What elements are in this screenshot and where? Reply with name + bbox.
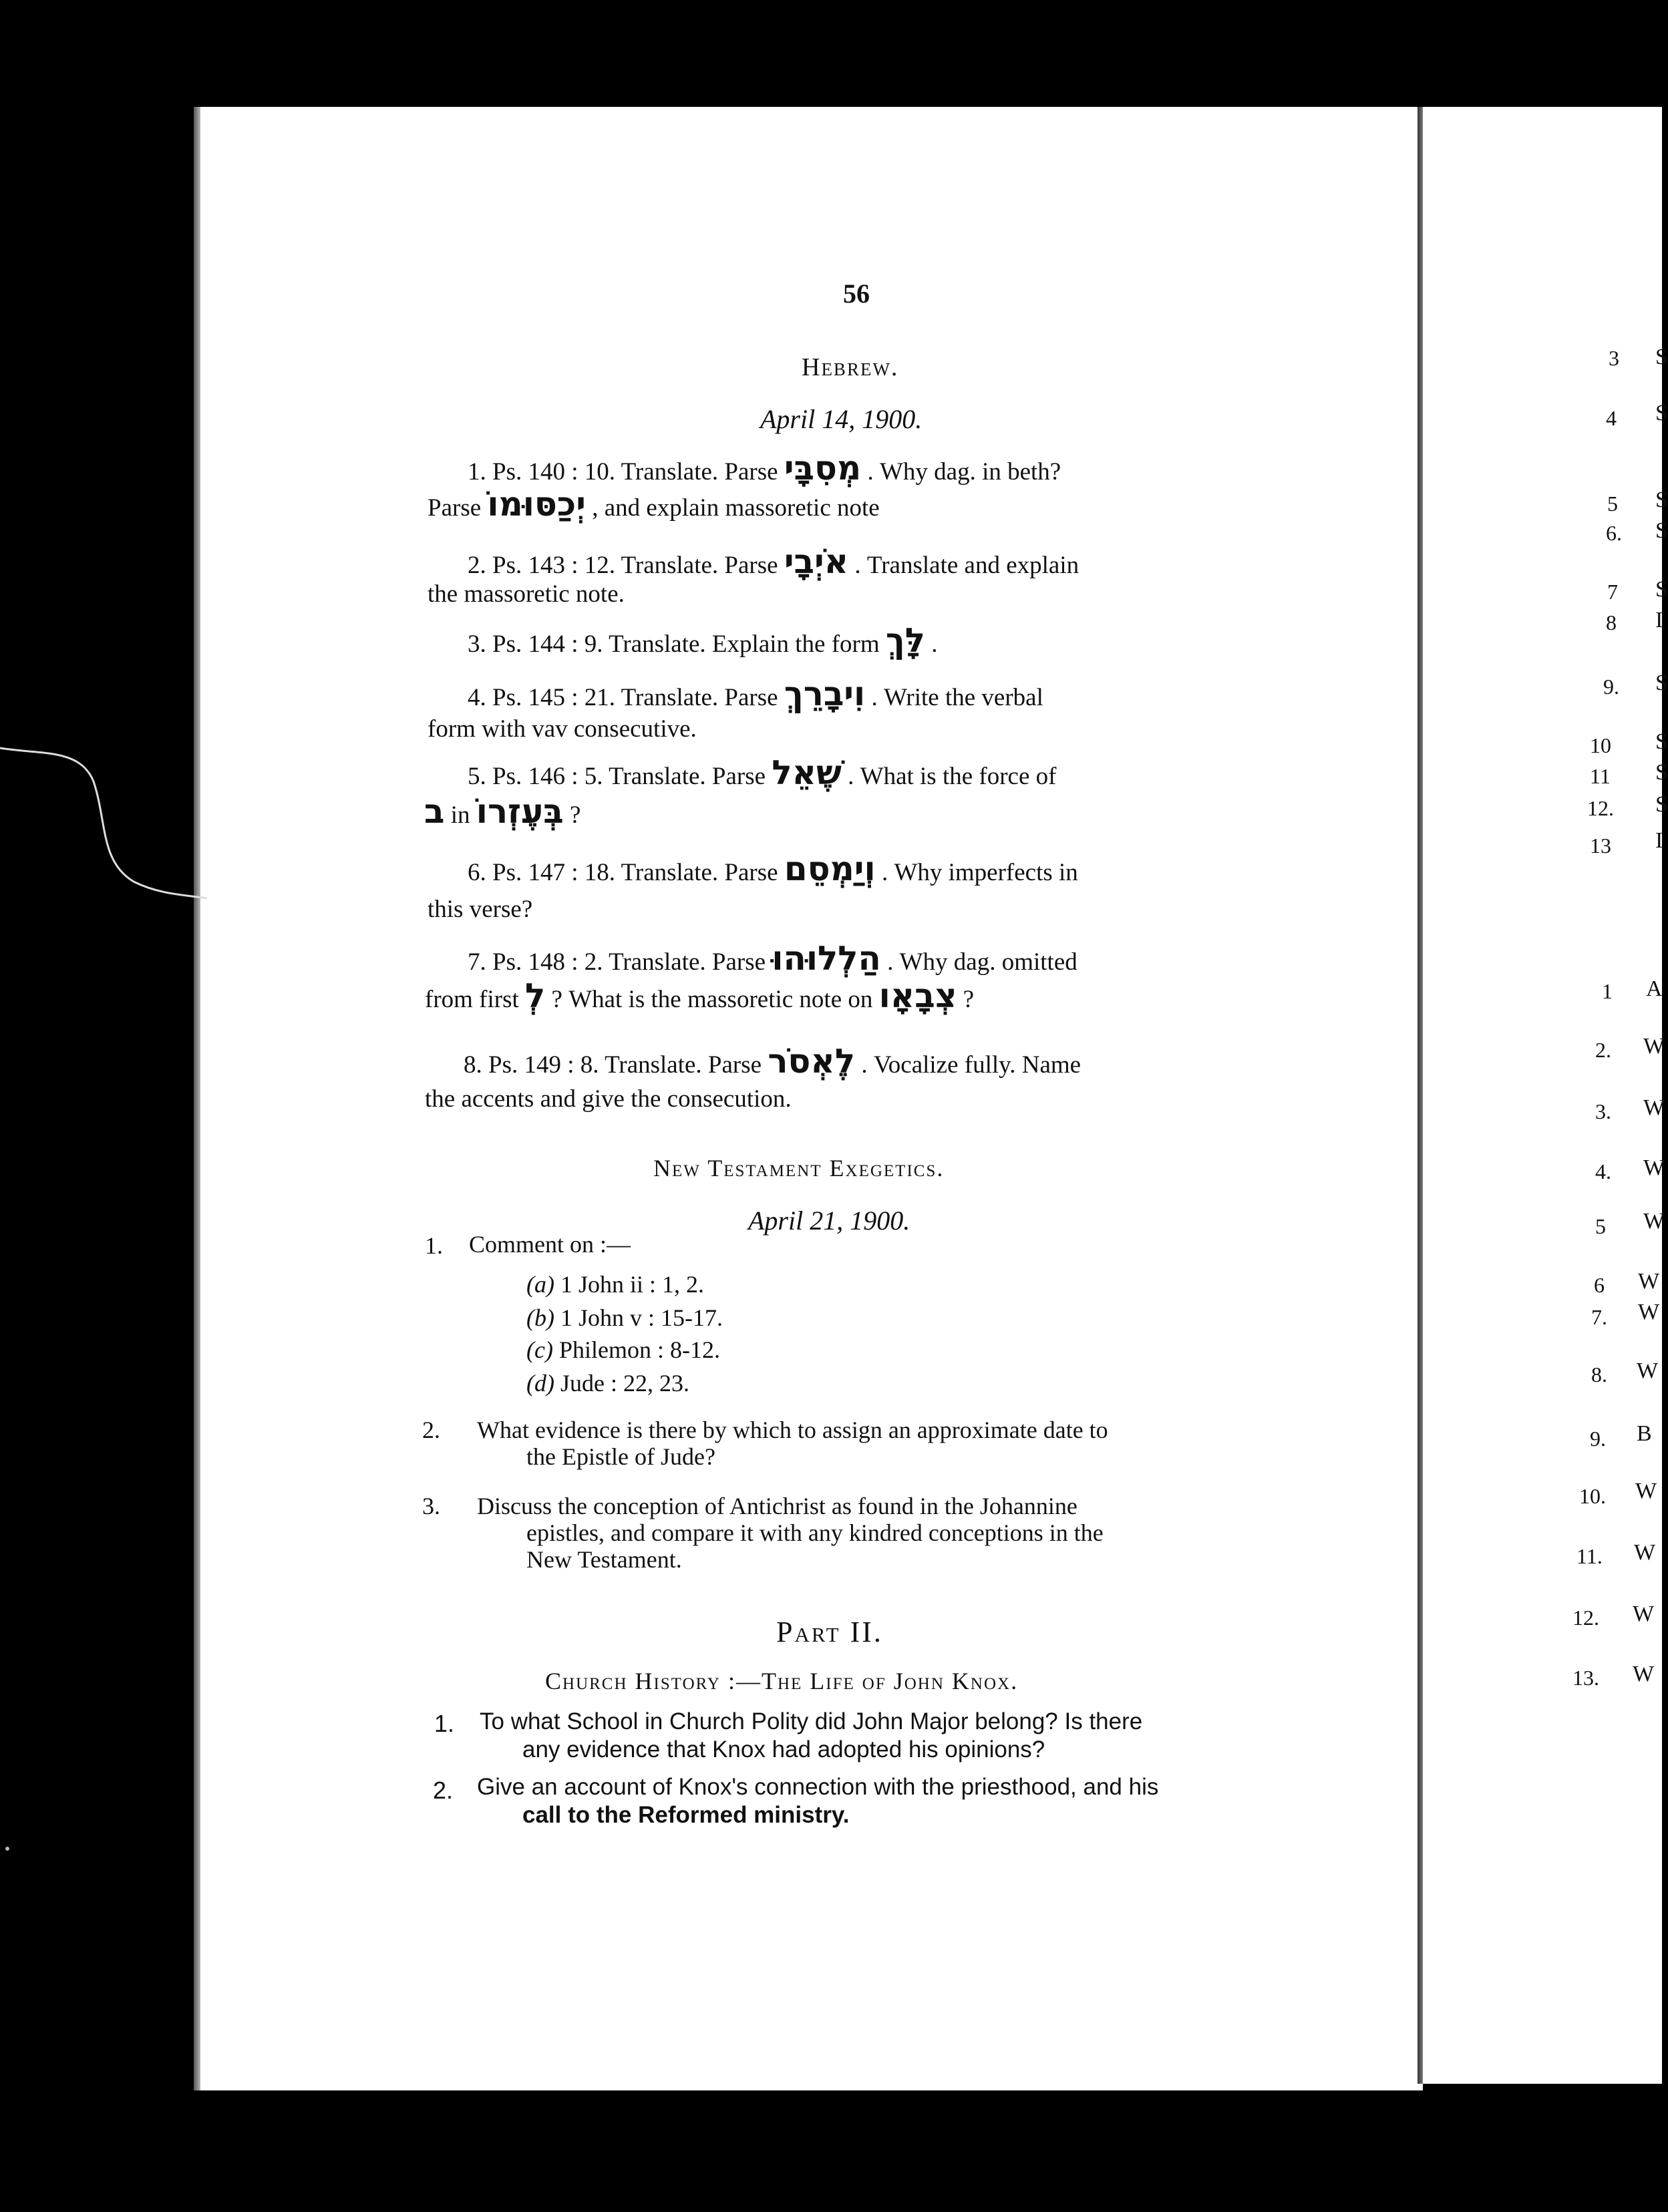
question-number: 4.	[468, 684, 486, 711]
nt-q2-number: 2.	[422, 1417, 440, 1443]
fragment-letter: S	[1655, 671, 1668, 695]
hebrew-date: April 14, 1900.	[760, 404, 923, 434]
part-ii-heading: Part II.	[776, 1616, 883, 1648]
hebrew-q2-line2: the massoretic note.	[428, 580, 625, 608]
part2-q2-line1: Give an account of Knox's connection with the priesthood, and his	[477, 1774, 1159, 1800]
fragment-number: 7	[1607, 580, 1618, 604]
question-text: Ps. 146 : 5. Translate. Parse	[492, 763, 766, 790]
question-text: , and explain massoretic note	[592, 494, 880, 522]
question-text: Ps. 140 : 10. Translate. Parse	[492, 458, 778, 486]
fragment-number: 11	[1590, 764, 1611, 788]
fragment-number: 4	[1606, 406, 1617, 430]
fragment-number: 3	[1609, 346, 1619, 370]
question-number: 8.	[464, 1051, 482, 1079]
question-text: Ps. 144 : 9. Translate. Explain the form	[492, 630, 880, 658]
question-text: from first	[425, 986, 519, 1013]
fragment-number: 12.	[1587, 796, 1614, 820]
nt-q1-number: 1.	[425, 1232, 443, 1259]
question-text: . Translate and explain	[854, 552, 1079, 579]
question-text: ? What is the massoretic note on	[551, 986, 873, 1013]
question-text: Ps. 148 : 2. Translate. Parse	[492, 948, 766, 976]
question-number: 5.	[468, 763, 486, 790]
stray-thread	[0, 728, 214, 902]
hebrew-letter: לְ	[525, 976, 546, 1015]
question-text: Parse	[428, 494, 482, 522]
question-text: Ps. 143 : 12. Translate. Parse	[492, 552, 778, 579]
question-number: 3.	[468, 630, 486, 658]
nt-q3-line3: New Testament.	[526, 1546, 682, 1573]
hebrew-q6-line2: this verse?	[428, 896, 533, 923]
hebrew-q4-line2: form with vav consecutive.	[428, 715, 697, 743]
question-text: in	[450, 801, 470, 829]
subitem-text: 1 John v : 15-17.	[560, 1304, 723, 1331]
question-text: . Why imperfects in	[881, 859, 1078, 886]
nt-q3-number: 3.	[422, 1493, 440, 1519]
fragment-letter: W	[1638, 1300, 1660, 1324]
fragment-number: 12.	[1572, 1606, 1599, 1630]
fragment-letter: S	[1655, 401, 1668, 425]
fragment-letter: S	[1655, 729, 1668, 754]
page-number: 56	[843, 279, 870, 309]
question-text: . Write the verbal	[871, 684, 1043, 711]
nt-subitem	[526, 1304, 723, 1332]
subitem-label: (d)	[526, 1370, 554, 1397]
hebrew-word: יְכַסּוּמוֹ	[487, 485, 586, 524]
nt-q2-line2: the Epistle of Jude?	[526, 1443, 715, 1470]
hebrew-word: וְיַמְסֵם	[784, 850, 876, 888]
question-number: 7.	[468, 948, 486, 976]
fragment-number: 6.	[1606, 521, 1622, 545]
hebrew-q7-line2	[425, 976, 974, 1015]
subitem-text: Jude : 22, 23.	[560, 1370, 689, 1397]
question-text: . Why dag. omitted	[887, 948, 1077, 976]
fragment-letter: W	[1633, 1602, 1655, 1626]
hebrew-q7	[468, 939, 1077, 978]
hebrew-q6	[468, 850, 1078, 888]
hebrew-word: וִיבָרֵךְ	[784, 675, 866, 713]
subitem-label: (a)	[526, 1271, 554, 1298]
fragment-letter: W	[1635, 1479, 1657, 1503]
hebrew-word: מְסִבָּי	[784, 449, 862, 488]
question-number: 1.	[468, 458, 486, 486]
question-text: . What is the force of	[848, 763, 1057, 790]
hebrew-q3	[468, 621, 938, 660]
fragment-letter: B	[1637, 1421, 1652, 1446]
part2-q1-line2: any evidence that Knox had adopted his opinions?	[522, 1736, 1045, 1763]
fragment-number: 10.	[1579, 1484, 1606, 1508]
fragment-letter: W	[1643, 1209, 1665, 1234]
fragment-number: 13	[1590, 834, 1611, 858]
fragment-letter: W	[1643, 1155, 1665, 1180]
fragment-number: 5	[1595, 1214, 1606, 1238]
hebrew-heading: Hebrew.	[802, 353, 899, 381]
nt-subitem	[526, 1336, 720, 1364]
fragment-letter: W	[1633, 1662, 1655, 1686]
fragment-letter: I	[1655, 608, 1663, 632]
nt-q3-line1: Discuss the conception of Antichrist as found in the Johannine	[477, 1493, 1077, 1519]
fragment-letter: S	[1655, 792, 1668, 817]
hebrew-q1-line2	[428, 485, 880, 524]
subitem-text: 1 John ii : 1, 2.	[560, 1271, 704, 1298]
fragment-number: 6	[1594, 1273, 1605, 1297]
fragment-number: 3.	[1595, 1099, 1611, 1123]
hebrew-word: הַלְלוּהוּ	[772, 939, 881, 978]
hebrew-word: לָּךְ	[885, 621, 926, 660]
fragment-number: 9.	[1603, 675, 1619, 699]
fragment-number: 11.	[1576, 1544, 1603, 1568]
fragment-number: 7.	[1591, 1305, 1607, 1329]
subitem-label: (c)	[526, 1336, 553, 1363]
subitem-text: Philemon : 8-12.	[558, 1336, 720, 1363]
part2-q2-line2: call to the Reformed ministry.	[522, 1802, 850, 1828]
adjacent-page	[1423, 107, 1662, 2084]
fragment-number: 13.	[1572, 1666, 1599, 1690]
hebrew-word: לֶאְסֹר	[768, 1042, 856, 1081]
nt-q3-line2: epistles, and compare it with any kindred conceptions in the	[526, 1519, 1104, 1546]
fragment-letter: S	[1655, 760, 1668, 785]
hebrew-q2	[468, 542, 1079, 581]
hebrew-letter: ב	[424, 792, 445, 831]
fragment-number: 9.	[1590, 1427, 1606, 1451]
fragment-letter: A	[1646, 976, 1663, 1001]
fragment-number: 1	[1602, 979, 1613, 1003]
hebrew-q5-line2	[424, 792, 580, 831]
fragment-letter: I	[1655, 828, 1663, 853]
hebrew-word: שֶׁאֵל	[772, 753, 842, 792]
fragment-number: 4.	[1595, 1159, 1611, 1183]
question-text: . Why dag. in beth?	[867, 458, 1061, 486]
fragment-letter: S	[1655, 518, 1668, 543]
part2-q1-line1: To what School in Church Polity did John Major belong? Is there	[480, 1708, 1143, 1734]
nt-date: April 21, 1900.	[748, 1206, 910, 1236]
question-text: ?	[570, 801, 581, 829]
question-text: .	[931, 630, 938, 658]
fragment-letter: S	[1655, 488, 1668, 512]
nt-q2-line1: What evidence is there by which to assign an approximate date to	[477, 1417, 1108, 1443]
hebrew-q5	[468, 753, 1056, 792]
part2-q2-number: 2.	[433, 1777, 454, 1804]
question-text: Ps. 145 : 21. Translate. Parse	[492, 684, 778, 711]
subitem-label: (b)	[526, 1304, 554, 1331]
fragment-letter: W	[1637, 1358, 1659, 1383]
church-history-heading: Church History :—The Life of John Knox.	[545, 1668, 1019, 1694]
hebrew-word: בְּעֶזְרוֹ	[476, 792, 564, 831]
fragment-number: 8.	[1591, 1362, 1607, 1387]
nt-subitem	[526, 1270, 704, 1298]
hebrew-q8	[464, 1042, 1081, 1081]
question-number: 2.	[468, 552, 486, 579]
fragment-letter: S	[1655, 345, 1668, 369]
fragment-number: 5	[1607, 492, 1618, 516]
fragment-letter: W	[1643, 1095, 1665, 1120]
question-number: 6.	[468, 859, 486, 886]
hebrew-q8-line2: the accents and give the consecution.	[425, 1085, 792, 1113]
part2-q1-number: 1.	[434, 1710, 455, 1737]
hebrew-word: אֹיְבָי	[784, 542, 849, 581]
fragment-number: 8	[1606, 610, 1617, 634]
question-text: ?	[963, 986, 975, 1013]
fragment-letter: S	[1655, 577, 1668, 602]
fragment-letter: W	[1634, 1540, 1656, 1565]
hebrew-word: צְבָאָו	[878, 976, 957, 1015]
fragment-letter: W	[1643, 1034, 1665, 1059]
nt-subitem	[526, 1369, 689, 1397]
nt-heading: New Testament Exegetics.	[653, 1155, 945, 1181]
question-text: . Vocalize fully. Name	[861, 1051, 1081, 1079]
fragment-number: 2.	[1595, 1038, 1611, 1062]
fragment-number: 10	[1590, 733, 1611, 757]
dust-speck	[5, 1847, 9, 1851]
hebrew-q4	[468, 675, 1043, 713]
hebrew-q1	[468, 449, 1061, 488]
question-text: Ps. 149 : 8. Translate. Parse	[488, 1051, 762, 1079]
nt-q1-text: Comment on :—	[469, 1231, 631, 1258]
fragment-letter: W	[1638, 1269, 1660, 1294]
question-text: Ps. 147 : 18. Translate. Parse	[492, 859, 778, 886]
